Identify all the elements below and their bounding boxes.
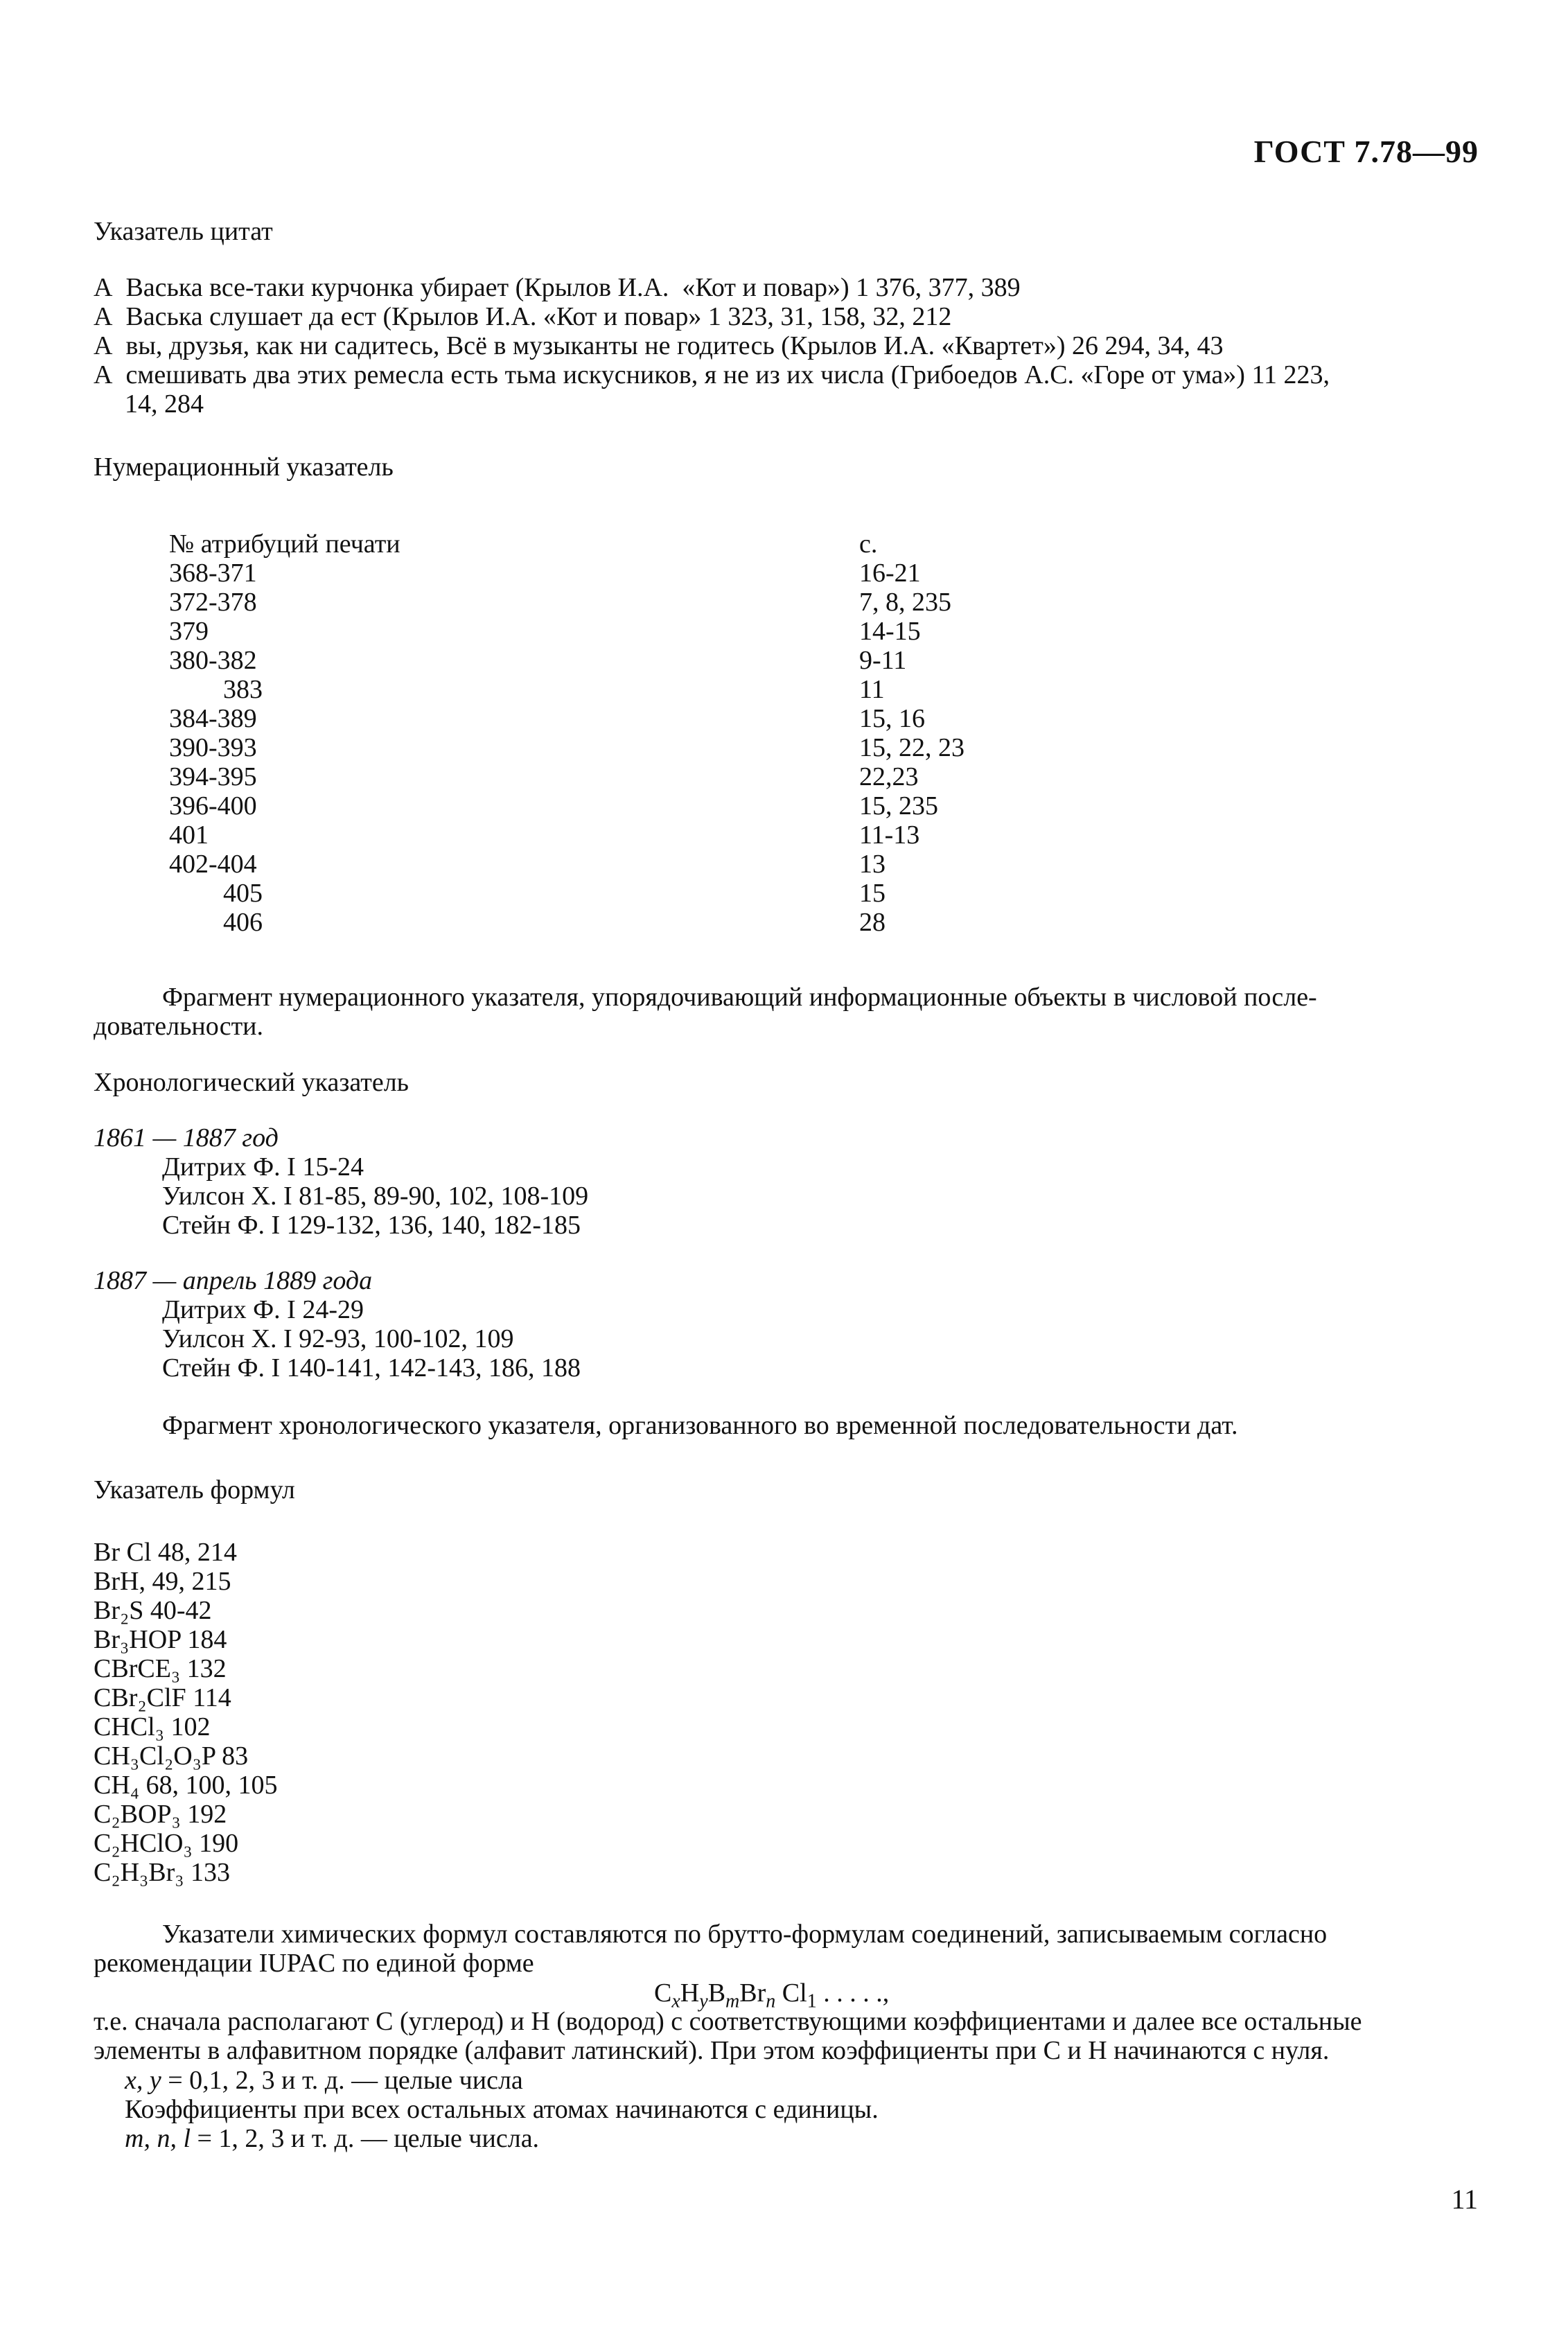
formula-item: Br₂S 40-42 [94,1596,212,1625]
numeric-index-page: 15 [859,879,886,908]
formula-item: C₂HClO₃ 190 [94,1829,239,1858]
formula-index-paragraph-cont: элементы в алфавитном порядке (алфавит латинский). При этом коэффициенты при С и Н начинаются с нуля. [94,2036,1330,2065]
chrono-period-label: 1861 — 1887 год [94,1123,279,1152]
numeric-index-attr: 402-404 [169,850,257,879]
chrono-entry: Стейн Ф. I 140-141, 142-143, 186, 188 [162,1353,581,1383]
numeric-index-page: 9-11 [859,646,907,675]
numeric-index-page: 11-13 [859,820,920,850]
quote-item-continuation: 14, 284 [125,389,204,419]
numeric-index-attr: 396-400 [169,791,257,820]
numeric-index-attr: 383 [223,675,263,704]
numeric-index-caption-cont: довательности. [94,1012,264,1041]
chrono-entry: Дитрих Ф. I 15-24 [162,1152,364,1182]
formula-item: Br₃HOP 184 [94,1625,227,1654]
numeric-index-attr: 406 [223,908,263,937]
mnl-coefficients-note: m, n, l = 1, 2, 3 и т. д. — целые числа. [125,2124,540,2153]
coefficients-note: Коэффициенты при всех остальных атомах начинаются с единицы. [125,2095,879,2124]
page-number: 11 [1451,2184,1478,2215]
numeric-index-page: 11 [859,675,885,704]
numeric-index-caption: Фрагмент нумерационного указателя, упорядочивающий информационные объекты в числовой после- [162,983,1317,1012]
formula-item: CH₃Cl₂O₃P 83 [94,1741,249,1771]
numeric-index-attr: 372-378 [169,588,257,617]
numeric-index-title: Нумерационный указатель [94,453,394,482]
numeric-index-attr: 390-393 [169,733,257,762]
chrono-entry: Уилсон Х. I 81-85, 89-90, 102, 108-109 [162,1182,589,1211]
chronological-index-caption: Фрагмент хронологического указателя, организованного во временной последовательности дат. [162,1411,1238,1440]
numeric-index-col-header-left: № атрибуций печати [169,529,400,559]
gost-code: ГОСТ 7.78—99 [1253,134,1479,169]
quote-item: А вы, друзья, как ни садитесь, Всё в музыканты не годитесь (Крылов И.А. «Квартет») 26 294, 34, 43 [94,331,1224,360]
chrono-entry: Дитрих Ф. I 24-29 [162,1295,364,1324]
chrono-period-label: 1887 — апрель 1889 года [94,1266,373,1295]
formula-index-paragraph: Указатели химических формул составляются по брутто-формулам соединений, записываемым согласно [162,1920,1328,1949]
numeric-index-page: 13 [859,850,886,879]
numeric-index-attr: 368-371 [169,559,257,588]
formula-index-paragraph-cont: рекомендации IUPAC по единой форме [94,1949,534,1978]
numeric-index-page: 15, 22, 23 [859,733,964,762]
chrono-entry: Стейн Ф. I 129-132, 136, 140, 182-185 [162,1211,581,1240]
formula-item: BrH, 49, 215 [94,1567,231,1596]
numeric-index-page: 28 [859,908,886,937]
numeric-index-page: 15, 235 [859,791,938,820]
quote-item: А Васька все-таки курчонка убирает (Крылов И.А. «Кот и повар») 1 376, 377, 389 [94,273,1021,302]
numeric-index-attr: 384-389 [169,704,257,733]
formula-item: CBrCE₃ 132 [94,1654,227,1683]
chrono-entry: Уилсон Х. I 92-93, 100-102, 109 [162,1324,514,1353]
numeric-index-page: 14-15 [859,617,921,646]
numeric-index-page: 7, 8, 235 [859,588,951,617]
formula-item: C₂BOP₃ 192 [94,1800,227,1829]
formula-index-title: Указатель формул [94,1475,295,1504]
numeric-index-attr: 379 [169,617,209,646]
numeric-index-attr: 405 [223,879,263,908]
formula-item: CBr₂ClF 114 [94,1683,231,1712]
quotes-title: Указатель цитат [94,217,273,246]
formula-item: CH₄ 68, 100, 105 [94,1771,278,1800]
xy-coefficients-note: x, y = 0,1, 2, 3 и т. д. — целые числа [125,2066,523,2095]
chronological-index-title: Хронологический указатель [94,1068,409,1097]
formula-item: CHCl₃ 102 [94,1712,211,1741]
formula-item: Br Cl 48, 214 [94,1538,237,1567]
numeric-index-attr: 394-395 [169,762,257,791]
numeric-index-attr: 380-382 [169,646,257,675]
quote-item: А смешивать два этих ремесла есть тьма искусников, я не из их числа (Грибоедов А.С. «Горе от ума») 11 223, [94,360,1330,389]
numeric-index-col-header-right: с. [859,529,878,559]
numeric-index-page: 22,23 [859,762,919,791]
generic-formula: $C_xH_yB_mBr_n$ $Cl_1$ . . . . ., [654,1978,890,2012]
quote-item: А Васька слушает да ест (Крылов И.А. «Кот и повар» 1 323, 31, 158, 32, 212 [94,302,952,331]
numeric-index-page: 15, 16 [859,704,925,733]
numeric-index-page: 16-21 [859,559,921,588]
numeric-index-attr: 401 [169,820,209,850]
formula-item: C₂H₃Br₃ 133 [94,1858,231,1887]
formula-index-paragraph: т.е. сначала располагают С (углерод) и Н (водород) с соответствующими коэффициентами и далее все остальные [94,2007,1362,2036]
